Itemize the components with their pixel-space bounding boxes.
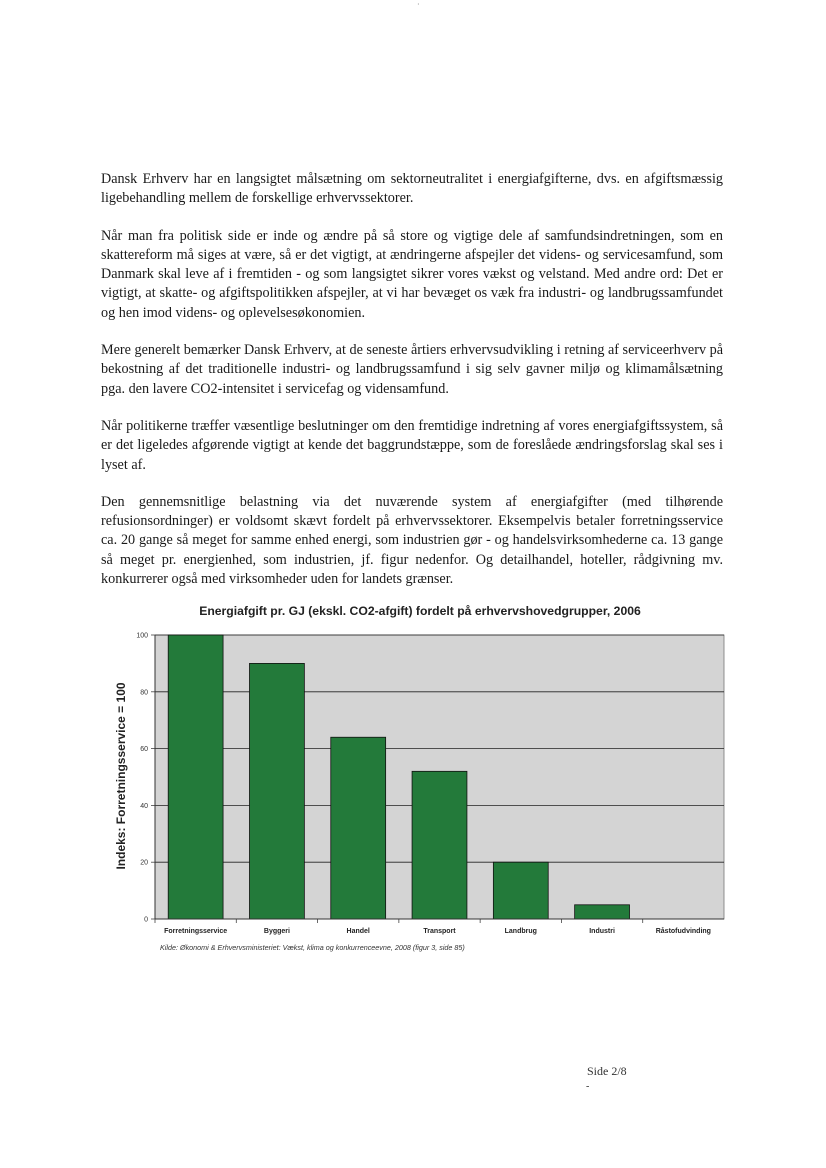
- bar-transport: [412, 771, 467, 919]
- bar-landbrug: [493, 862, 548, 919]
- paragraph-2: Når man fra politisk side er inde og ændre på så store og vigtige dele af samfundsindretningen, som en skattereform må siges at være, så er det vigtigt, at ændringerne afspejler det videns- og servicesamfund, som Danmark skal leve af i fremtiden - og som langsigtet sikrer vores vækst og velstand. Med andre ord: Det er vigtigt, at skatte- og afgiftspolitikken afspejler, at vi har bevæget os væk fra industri- og landbrugssamfundet og hen imod videns- og oplevelsesøkonomien.: [101, 227, 723, 321]
- y-tick-label-60: 60: [140, 746, 148, 754]
- body-text: [101, 170, 723, 607]
- bar-chart: [108, 624, 728, 944]
- chart-source: Kilde: Økonomi & Erhvervsministeriet: Vækst, klima og konkurrenceevne, 2008 (figur 3, side 85): [160, 943, 465, 952]
- y-tick-label-0: 0: [144, 916, 148, 924]
- paragraph-5: Den gennemsnitlige belastning via det nuværende system af energiafgifter (med tilhørende refusionsordninger) er voldsomt skævt fordelt på erhvervssektorer. Eksempelvis betaler forretningsservice ca. 20 gange så meget for samme enhed energi, som industrien gør - og handelsvirksomhederne ca. 13 gange så meget pr. energienhed, som industrien, jf. figur nedenfor. Og detailhandel, hoteller, rådgivning mv. konkurrerer også med virksomheder uden for landets grænser.: [101, 493, 723, 588]
- bar-industri: [575, 905, 630, 919]
- paragraph-4: Når politikerne træffer væsentlige beslutninger om den fremtidige indretning af vores energiafgiftssystem, så er det ligeledes afgørende vigtigt at kende det baggrundstæppe, som de foreslåede ændringsforslag skal ses i lyset af.: [101, 417, 723, 473]
- page-number: Side 2/8: [587, 1064, 627, 1078]
- bar-handel: [331, 737, 386, 919]
- paragraph-1: Dansk Erhverv har en langsigtet målsætning om sektorneutralitet i energiafgifterne, dvs. en afgiftsmæssig ligebehandling mellem de forskellige erhvervssektorer.: [101, 171, 723, 207]
- y-tick-label-20: 20: [140, 859, 148, 867]
- chart-title: Energiafgift pr. GJ (ekskl. CO2-afgift) fordelt på erhvervshovedgrupper, 2006: [199, 604, 641, 618]
- x-tick-label-industri: Industri: [589, 928, 615, 935]
- y-axis-title: Indeks: Forretningsservice = 100: [114, 682, 128, 870]
- paragraph-3: Mere generelt bemærker Dansk Erhverv, at de seneste årtiers erhvervsudvikling i retning af serviceerhverv på bekostning af det traditionelle industri- og landbrugssamfund i sig selv gavner miljø og klimamålsætning pga. den lavere CO2-intensitet i servicefag og vidensamfund.: [101, 342, 723, 397]
- x-tick-label-byggeri: Byggeri: [263, 928, 290, 935]
- y-tick-label-80: 80: [140, 689, 148, 697]
- x-tick-label-transport: Transport: [423, 928, 456, 935]
- y-tick-label-100: 100: [136, 632, 148, 640]
- y-tick-label-40: 40: [140, 802, 148, 810]
- x-tick-label-landbrug: Landbrug: [504, 928, 537, 935]
- scan-mark: ·: [417, 0, 420, 9]
- bar-forretningsservice: [168, 635, 223, 919]
- x-tick-label-handel: Handel: [346, 928, 370, 935]
- x-tick-label-råstofudvinding: Råstofudvinding: [655, 928, 711, 935]
- bar-byggeri: [249, 663, 304, 919]
- x-tick-label-forretningsservice: Forretningsservice: [164, 928, 228, 935]
- footer-dash: -: [586, 1081, 590, 1092]
